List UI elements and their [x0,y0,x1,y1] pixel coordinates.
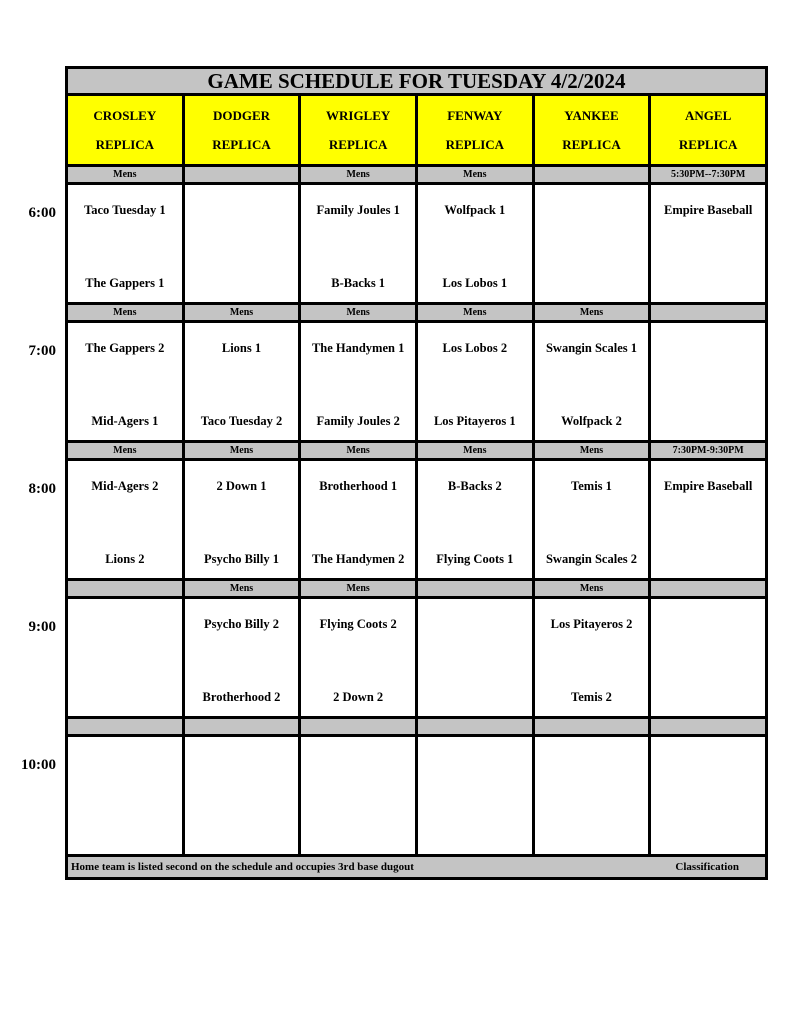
home-team: Swangin Scales 2 [545,552,637,566]
game-cell-900-crosley [68,599,182,716]
visitor-team: Los Lobos 2 [442,341,508,355]
game-cell-800-angel [651,461,765,578]
game-cell-600-wrigley [301,185,415,302]
column-header-crosley [68,96,182,164]
game-cell-1000-wrigley [301,737,415,854]
band-cell-700-fenway: Mens [418,305,532,320]
field-name: DODGER [212,107,271,123]
time-label-700: 7:00 [28,343,56,359]
band-cell-900-crosley [68,581,182,596]
band-cell-800-angel: 7:30PM-9:30PM [651,443,765,458]
band-cell-600-yankee [535,167,649,182]
page-title: GAME SCHEDULE FOR TUESDAY 4/2/2024 [68,69,765,93]
field-subname: REPLICA [445,136,505,152]
band-cell-700-crosley: Mens [68,305,182,320]
band-cell-800-fenway: Mens [418,443,532,458]
game-cell-1000-crosley [68,737,182,854]
game-cell-900-fenway [418,599,532,716]
column-header-wrigley [301,96,415,164]
time-label-800: 8:00 [28,481,56,497]
game-cell-800-crosley [68,461,182,578]
footer-bar [68,857,765,877]
home-team: Taco Tuesday 2 [200,414,283,428]
home-team: Psycho Billy 1 [203,552,279,566]
column-header-fenway [418,96,532,164]
visitor-team: Lions 1 [221,341,262,355]
field-name: YANKEE [564,107,619,123]
field-subname: REPLICA [212,136,271,152]
band-cell-900-yankee: Mens [535,581,649,596]
home-team: Brotherhood 2 [202,690,281,704]
visitor-team: Family Joules 1 [316,203,400,217]
field-name: ANGEL [685,107,732,123]
band-cell-900-wrigley: Mens [301,581,415,596]
column-header-dodger [185,96,299,164]
band-cell-800-yankee: Mens [535,443,649,458]
band-cell-600-crosley: Mens [68,167,182,182]
band-cell-700-dodger: Mens [185,305,299,320]
game-cell-600-angel [651,185,765,302]
visitor-team: Taco Tuesday 1 [84,203,166,217]
band-cell-900-dodger: Mens [185,581,299,596]
home-team: The Handymen 2 [311,552,405,566]
classification-label: Classification [675,861,739,873]
game-cell-700-yankee [535,323,649,440]
game-cell-700-angel [651,323,765,440]
field-subname: REPLICA [95,136,155,152]
field-subname: REPLICA [328,136,388,152]
visitor-team: Flying Coots 2 [319,617,397,631]
visitor-team: Swangin Scales 1 [545,341,637,355]
visitor-team: Temis 1 [571,479,612,493]
home-team: 2 Down 2 [333,690,384,704]
game-cell-1000-angel [651,737,765,854]
home-team: Wolfpack 2 [561,414,622,428]
game-cell-700-fenway [418,323,532,440]
field-subname: REPLICA [562,136,621,152]
visitor-team: Empire Baseball [663,479,753,493]
band-cell-800-crosley: Mens [68,443,182,458]
game-cell-900-wrigley [301,599,415,716]
band-cell-1000-angel [651,719,765,734]
game-schedule-table [65,66,768,880]
band-cell-1000-wrigley [301,719,415,734]
field-name: CROSLEY [93,107,157,123]
band-cell-1000-fenway [418,719,532,734]
column-header-yankee [535,96,649,164]
footer-note: Home team is listed second on the schedule and occupies 3rd base dugout [71,861,414,873]
home-team: Family Joules 2 [316,414,400,428]
home-team: Lions 2 [105,552,145,566]
time-gutter [0,0,57,1024]
band-cell-700-yankee: Mens [535,305,649,320]
game-cell-800-yankee [535,461,649,578]
home-team: Los Lobos 1 [442,276,508,290]
field-subname: REPLICA [678,136,738,152]
band-cell-1000-dodger [185,719,299,734]
visitor-team: B-Backs 2 [447,479,502,493]
home-team: Flying Coots 1 [436,552,514,566]
visitor-team: Mid-Agers 2 [91,479,159,493]
home-team: Los Pitayeros 1 [433,414,516,428]
time-label-600: 6:00 [28,205,56,221]
game-cell-700-crosley [68,323,182,440]
band-cell-900-fenway [418,581,532,596]
game-cell-1000-dodger [185,737,299,854]
time-label-1000: 10:00 [21,757,56,773]
band-cell-600-angel: 5:30PM--7:30PM [651,167,765,182]
game-cell-600-dodger [185,185,299,302]
home-team: B-Backs 1 [331,276,386,290]
time-label-900: 9:00 [28,619,56,635]
band-cell-600-wrigley: Mens [301,167,415,182]
band-cell-800-wrigley: Mens [301,443,415,458]
band-cell-600-dodger [185,167,299,182]
game-cell-700-dodger [185,323,299,440]
game-cell-600-yankee [535,185,649,302]
visitor-team: Empire Baseball [663,203,753,217]
band-cell-600-fenway: Mens [418,167,532,182]
home-team: Temis 2 [571,690,612,704]
visitor-team: Wolfpack 1 [444,203,506,217]
game-cell-800-wrigley [301,461,415,578]
visitor-team: 2 Down 1 [216,479,267,493]
game-cell-900-dodger [185,599,299,716]
visitor-team: The Gappers 2 [85,341,165,355]
game-cell-900-yankee [535,599,649,716]
band-cell-900-angel [651,581,765,596]
band-cell-1000-crosley [68,719,182,734]
visitor-team: Los Pitayeros 2 [550,617,633,631]
band-cell-1000-yankee [535,719,649,734]
field-name: WRIGLEY [326,107,391,123]
game-cell-700-wrigley [301,323,415,440]
visitor-team: Psycho Billy 2 [203,617,279,631]
game-cell-800-fenway [418,461,532,578]
game-cell-800-dodger [185,461,299,578]
visitor-team: Brotherhood 1 [319,479,398,493]
band-cell-700-angel [651,305,765,320]
game-cell-900-angel [651,599,765,716]
game-cell-600-crosley [68,185,182,302]
home-team: Mid-Agers 1 [91,414,159,428]
game-cell-600-fenway [418,185,532,302]
band-cell-700-wrigley: Mens [301,305,415,320]
band-cell-800-dodger: Mens [185,443,299,458]
visitor-team: The Handymen 1 [311,341,405,355]
game-cell-1000-yankee [535,737,649,854]
game-cell-1000-fenway [418,737,532,854]
field-name: FENWAY [447,107,503,123]
home-team: The Gappers 1 [85,276,165,290]
column-header-angel [651,96,765,164]
